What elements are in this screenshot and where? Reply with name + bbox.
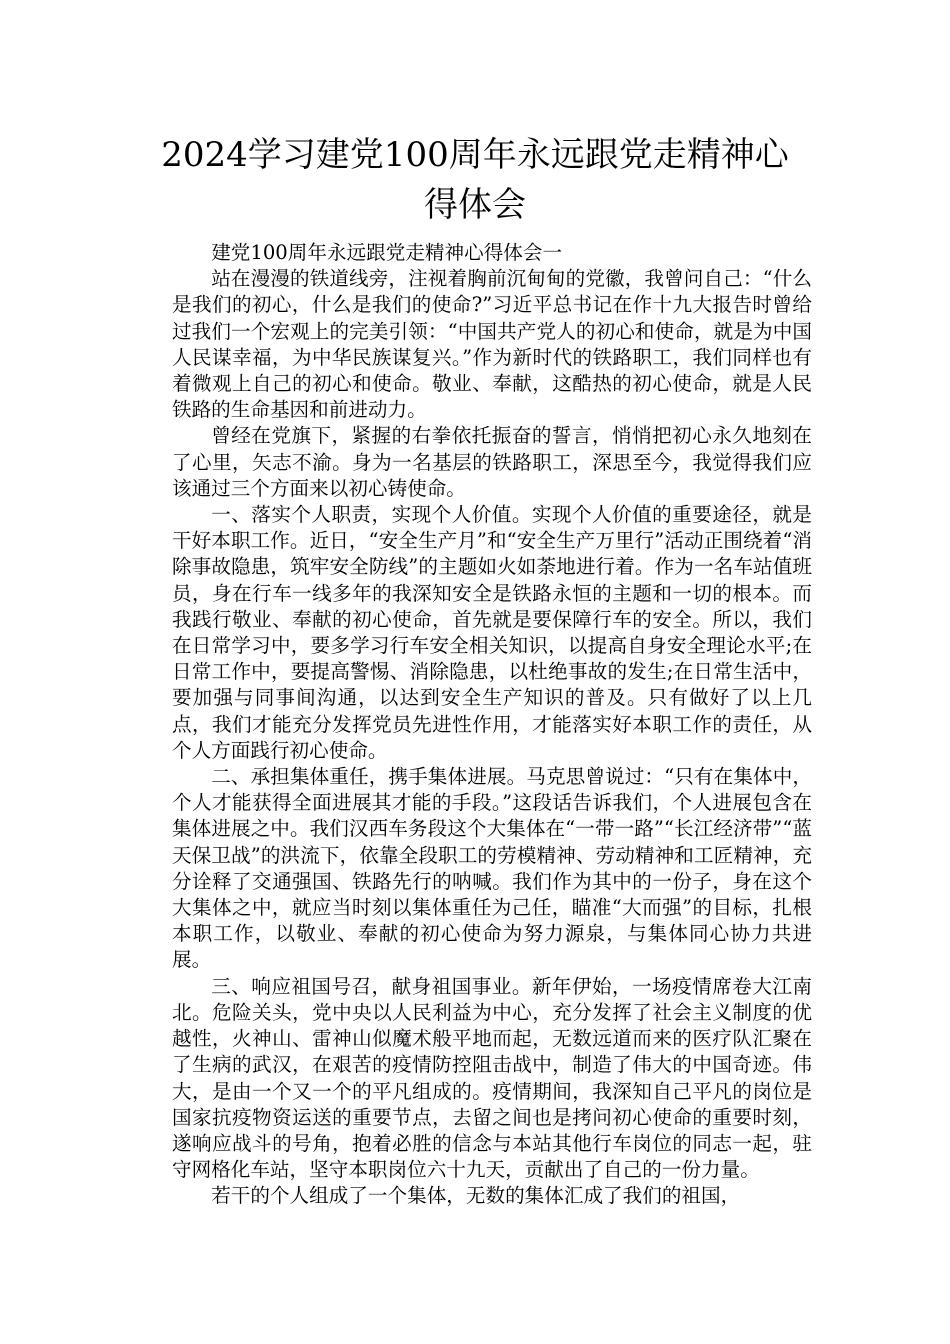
paragraph: 站在漫漫的铁道线旁，注视着胸前沉甸甸的党徽，我曾问自己：“什么是我们的初心，什么是我们的使命?”习近平总书记在作十九大报告时曾给过我们一个宏观上的完美引领：“中国共产党人的初心和使命，就是为中国人民谋幸福，为中华民族谋复兴。”作为新时代的铁路职工，我们同样也有着微观上自己的初心和使命。敬业、奉献，这酷热的初心使命，就是人民铁路的生命基因和前进动力。 [172,267,812,422]
paragraph: 若干的个人组成了一个集体，无数的集体汇成了我们的祖国， [211,1184,741,1208]
paragraph: 二、承担集体重任，携手集体进展。马克思曾说过：“只有在集体中，个人才能获得全面进展其才能的手段。”这段话告诉我们，个人进展包含在集体进展之中。我们汉西车务段这个大集体在“一带一路”“长江经济带”“蓝天保卫战”的洪流下，依靠全段职工的劳模精神、劳动精神和工匠精神，充分诠释了交通强国、铁路先行的呐喊。我们作为其中的一份子，身在这个大集体之中，就应当时刻以集体重任为己任，瞄准“大而强”的目标，扎根本职工作，以敬业、奉献的初心使命为努力源泉，与集体同心协力共进展。 [172,765,812,972]
paragraph: 曾经在党旗下，紧握的右拳依托振奋的誓言，悄悄把初心永久地刻在了心里，矢志不渝。身为一名基层的铁路职工，深思至今，我觉得我们应该通过三个方面来以初心铸使命。 [172,424,812,500]
document-body [172,240,812,1210]
paragraph: 三、响应祖国号召，献身祖国事业。新年伊始，一场疫情席卷大江南北。危险关头，党中央以人民利益为中心，充分发挥了社会主义制度的优越性，火神山、雷神山似魔术般平地而起，无数远道而来的医疗队汇聚在了生病的武汉，在艰苦的疫情防控阻击战中，制造了伟大的中国奇迹。伟大，是由一个又一个的平凡组成的。疫情期间，我深知自己平凡的岗位是国家抗疫物资运送的重要节点，去留之间也是拷问初心使命的重要时刻，遂响应战斗的号角，抱着必胜的信念与本站其他行车岗位的同志一起，驻守网格化车站，坚守本职岗位六十九天，贡献出了自己的一份力量。 [172,974,812,1182]
paragraph-heading: 建党100周年永远跟党走精神心得体会一 [211,241,563,264]
document-title: 2024学习建党100周年永远跟党走精神心得体会 [161,135,789,225]
paragraph: 一、落实个人职责，实现个人价值。实现个人价值的重要途径，就是干好本职工作。近日，“安全生产月”和“安全生产万里行”活动正围绕着“消除事故隐患，筑牢安全防线”的主题如火如荼地进行着。作为一名车站值班员，身在行车一线多年的我深知安全是铁路永恒的主题和一切的根本。而我践行敬业、奉献的初心使命，首先就是要保障行车的安全。所以，我们在日常学习中，要多学习行车安全相关知识，以提高自身安全理论水平;在日常工作中，要提高警惕、消除隐患，以杜绝事故的发生;在日常生活中，要加强与同事间沟通，以达到安全生产知识的普及。只有做好了以上几点，我们才能充分发挥党员先进性作用，才能落实好本职工作的责任，从个人方面践行初心使命。 [172,503,812,762]
